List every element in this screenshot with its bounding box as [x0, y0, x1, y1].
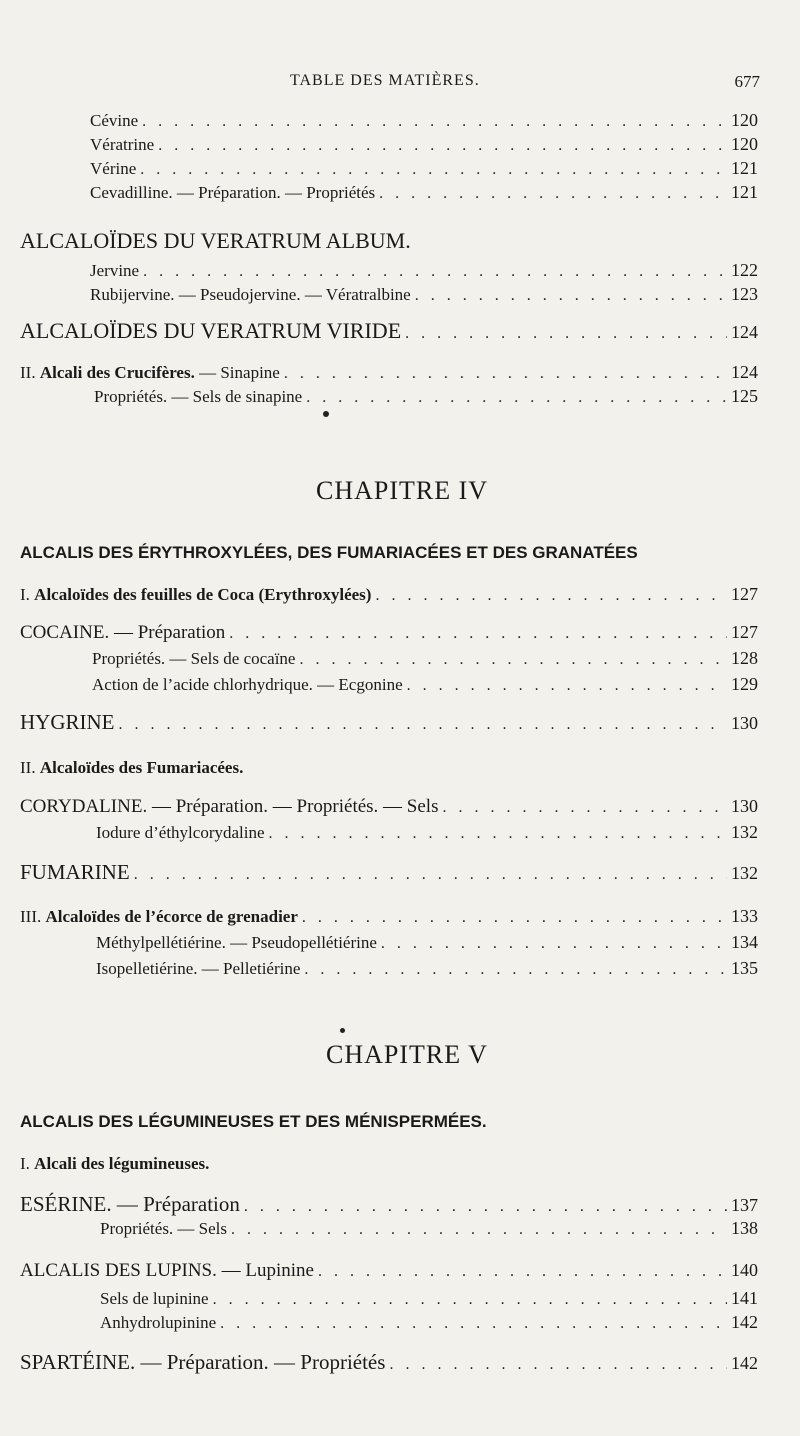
entry-page: 122 [731, 260, 758, 280]
leader-dots [299, 651, 727, 669]
entry-text: Jervine [90, 261, 140, 280]
leader-dots [269, 825, 727, 843]
toc-entry-major [20, 860, 758, 885]
leader-dots [119, 716, 728, 734]
leader-dots [244, 1198, 727, 1216]
leader-dots [407, 677, 727, 695]
entry-page: 142 [731, 1312, 758, 1332]
section-label: Alcaloïdes des feuilles de Coca [34, 585, 255, 604]
entry-text: Isopelletiérine. — Pelletiérine [96, 959, 301, 978]
toc-entry [94, 386, 758, 407]
leader-dots [318, 1263, 727, 1281]
toc-entry [20, 622, 758, 644]
leader-dots [415, 287, 727, 305]
entry-text: Vérine [90, 159, 137, 178]
section-label: Alcaloïdes de l’écorce de grenadier [45, 907, 298, 926]
section-number: II. [20, 363, 36, 382]
entry-page: 124 [731, 322, 758, 342]
entry-text: Propriétés. — Sels [100, 1219, 228, 1238]
leader-dots [375, 587, 727, 605]
entry-text [20, 363, 280, 383]
leader-dots [231, 1221, 727, 1239]
toc-entry [90, 284, 758, 305]
toc-entry [92, 648, 758, 669]
toc-entry [20, 796, 758, 818]
entry-page: 142 [731, 1353, 758, 1373]
subsection-heading [20, 758, 243, 778]
toc-entry [90, 110, 758, 131]
entry-page: 123 [731, 284, 758, 304]
entry-text: ALCALIS DES LUPINS. — Lupinine [20, 1260, 314, 1281]
leader-dots [381, 935, 727, 953]
toc-entry [92, 674, 758, 695]
toc-entry [96, 932, 758, 953]
leader-dots [405, 325, 727, 343]
toc-entry [90, 158, 758, 179]
entry-page: 140 [731, 1260, 758, 1280]
toc-entry [100, 1288, 758, 1309]
ornament-dot [340, 1028, 345, 1033]
entry-page: 120 [731, 134, 758, 154]
section-label: Alcali des légumineuses. [34, 1154, 210, 1173]
chapter-title: CHAPITRE IV [316, 476, 489, 505]
section-number: III. [20, 907, 42, 926]
entry-text: COCAINE. — Préparation [20, 622, 226, 643]
entry-rest: — Sinapine [199, 363, 280, 382]
leader-dots [142, 113, 727, 131]
entry-page: 124 [731, 362, 758, 382]
section-heading: ALCALOÏDES DU VERATRUM ALBUM. [20, 228, 411, 253]
toc-entry [100, 1312, 758, 1333]
leader-dots [284, 365, 727, 383]
entry-page: 133 [731, 906, 758, 926]
entry-text [20, 907, 298, 927]
toc-entry-major [20, 318, 758, 344]
chapter-title: CHAPITRE V [326, 1040, 488, 1069]
entry-page: 127 [731, 622, 758, 642]
entry-text: Vératrine [90, 135, 155, 154]
leader-dots [158, 137, 727, 155]
entry-page: 130 [731, 796, 758, 816]
leader-dots [213, 1291, 727, 1309]
entry-text: ALCALOÏDES DU VERATRUM VIRIDE [20, 318, 402, 343]
leader-dots [302, 909, 727, 927]
entry-text: Rubijervine. — Pseudojervine. — Vératralbine [90, 285, 411, 304]
toc-entry-major [20, 710, 758, 735]
leader-dots [389, 1356, 727, 1374]
entry-text: Méthylpellétiérine. — Pseudopellétiérine [96, 933, 377, 952]
entry-page: 120 [731, 110, 758, 130]
entry-page: 130 [731, 713, 758, 733]
entry-text: FUMARINE [20, 860, 130, 884]
entry-page: 121 [731, 182, 758, 202]
entry-page: 121 [731, 158, 758, 178]
section-title: ALCALIS DES LÉGUMINEUSES ET DES MÉNISPERMÉES. [20, 1112, 487, 1131]
toc-entry [90, 134, 758, 155]
entry-page: 135 [731, 958, 758, 978]
toc-entry [100, 1218, 758, 1239]
entry-text: Propriétés. — Sels de cocaïne [92, 649, 296, 668]
leader-dots [442, 799, 727, 817]
toc-entry-major [20, 1260, 758, 1282]
toc-entry-major [20, 1192, 758, 1217]
entry-page: 129 [731, 674, 758, 694]
entry-page: 127 [731, 584, 758, 604]
entry-page: 128 [731, 648, 758, 668]
entry-text: Action de l’acide chlorhydrique. — Ecgonine [92, 675, 403, 694]
entry-page: 132 [731, 863, 758, 883]
section-number: I. [20, 585, 30, 604]
ornament-dot [323, 411, 329, 417]
leader-dots [220, 1315, 727, 1333]
entry-text: Propriétés. — Sels de sinapine [94, 387, 303, 406]
leader-dots [134, 866, 727, 884]
leader-dots [140, 161, 727, 179]
page-number: 677 [734, 72, 760, 91]
section-number: II. [20, 758, 36, 777]
entry-page: 132 [731, 822, 758, 842]
leader-dots [304, 961, 727, 979]
toc-entry [90, 260, 758, 281]
entry-text: Sels de lupinine [100, 1289, 209, 1308]
toc-entry [96, 958, 758, 979]
entry-text: HYGRINE [20, 710, 115, 734]
toc-entry [20, 906, 758, 927]
toc-entry [96, 822, 758, 843]
entry-text: Iodure d’éthylcorydaline [96, 823, 265, 842]
entry-text: CORYDALINE. — Préparation. — Propriétés. — Sels [20, 796, 439, 817]
leader-dots [379, 185, 727, 203]
leader-dots [143, 263, 727, 281]
entry-page: 138 [731, 1218, 758, 1238]
toc-entry [20, 584, 758, 605]
toc-entry [90, 182, 758, 203]
entry-page: 141 [731, 1288, 758, 1308]
section-label: Alcaloïdes des Fumariacées. [39, 758, 244, 777]
toc-entry-major [20, 1350, 758, 1375]
subsection-heading [20, 1154, 209, 1174]
leader-dots [306, 389, 727, 407]
entry-text: SPARTÉINE. — Préparation. — Propriétés [20, 1350, 386, 1374]
entry-page: 125 [731, 386, 758, 406]
entry-text: Cévine [90, 111, 139, 130]
entry-page: 134 [731, 932, 758, 952]
section-number: I. [20, 1154, 30, 1173]
entry-text: Anhydrolupinine [100, 1313, 217, 1332]
entry-text [20, 585, 371, 605]
section-title: ALCALIS DES ÉRYTHROXYLÉES, DES FUMARIACÉES ET DES GRANATÉES [20, 543, 638, 562]
section-label: Alcali des Crucifères. [39, 363, 195, 382]
entry-text: ESÉRINE. — Préparation [20, 1192, 240, 1216]
entry-page: 137 [731, 1195, 758, 1215]
entry-text: Cevadilline. — Préparation. — Propriétés [90, 183, 376, 202]
running-header [290, 72, 760, 94]
toc-entry [20, 362, 758, 383]
leader-dots [229, 625, 727, 643]
section-label-extra: (Erythroxylées) [258, 585, 372, 604]
running-title: TABLE DES MATIÈRES. [290, 72, 480, 89]
